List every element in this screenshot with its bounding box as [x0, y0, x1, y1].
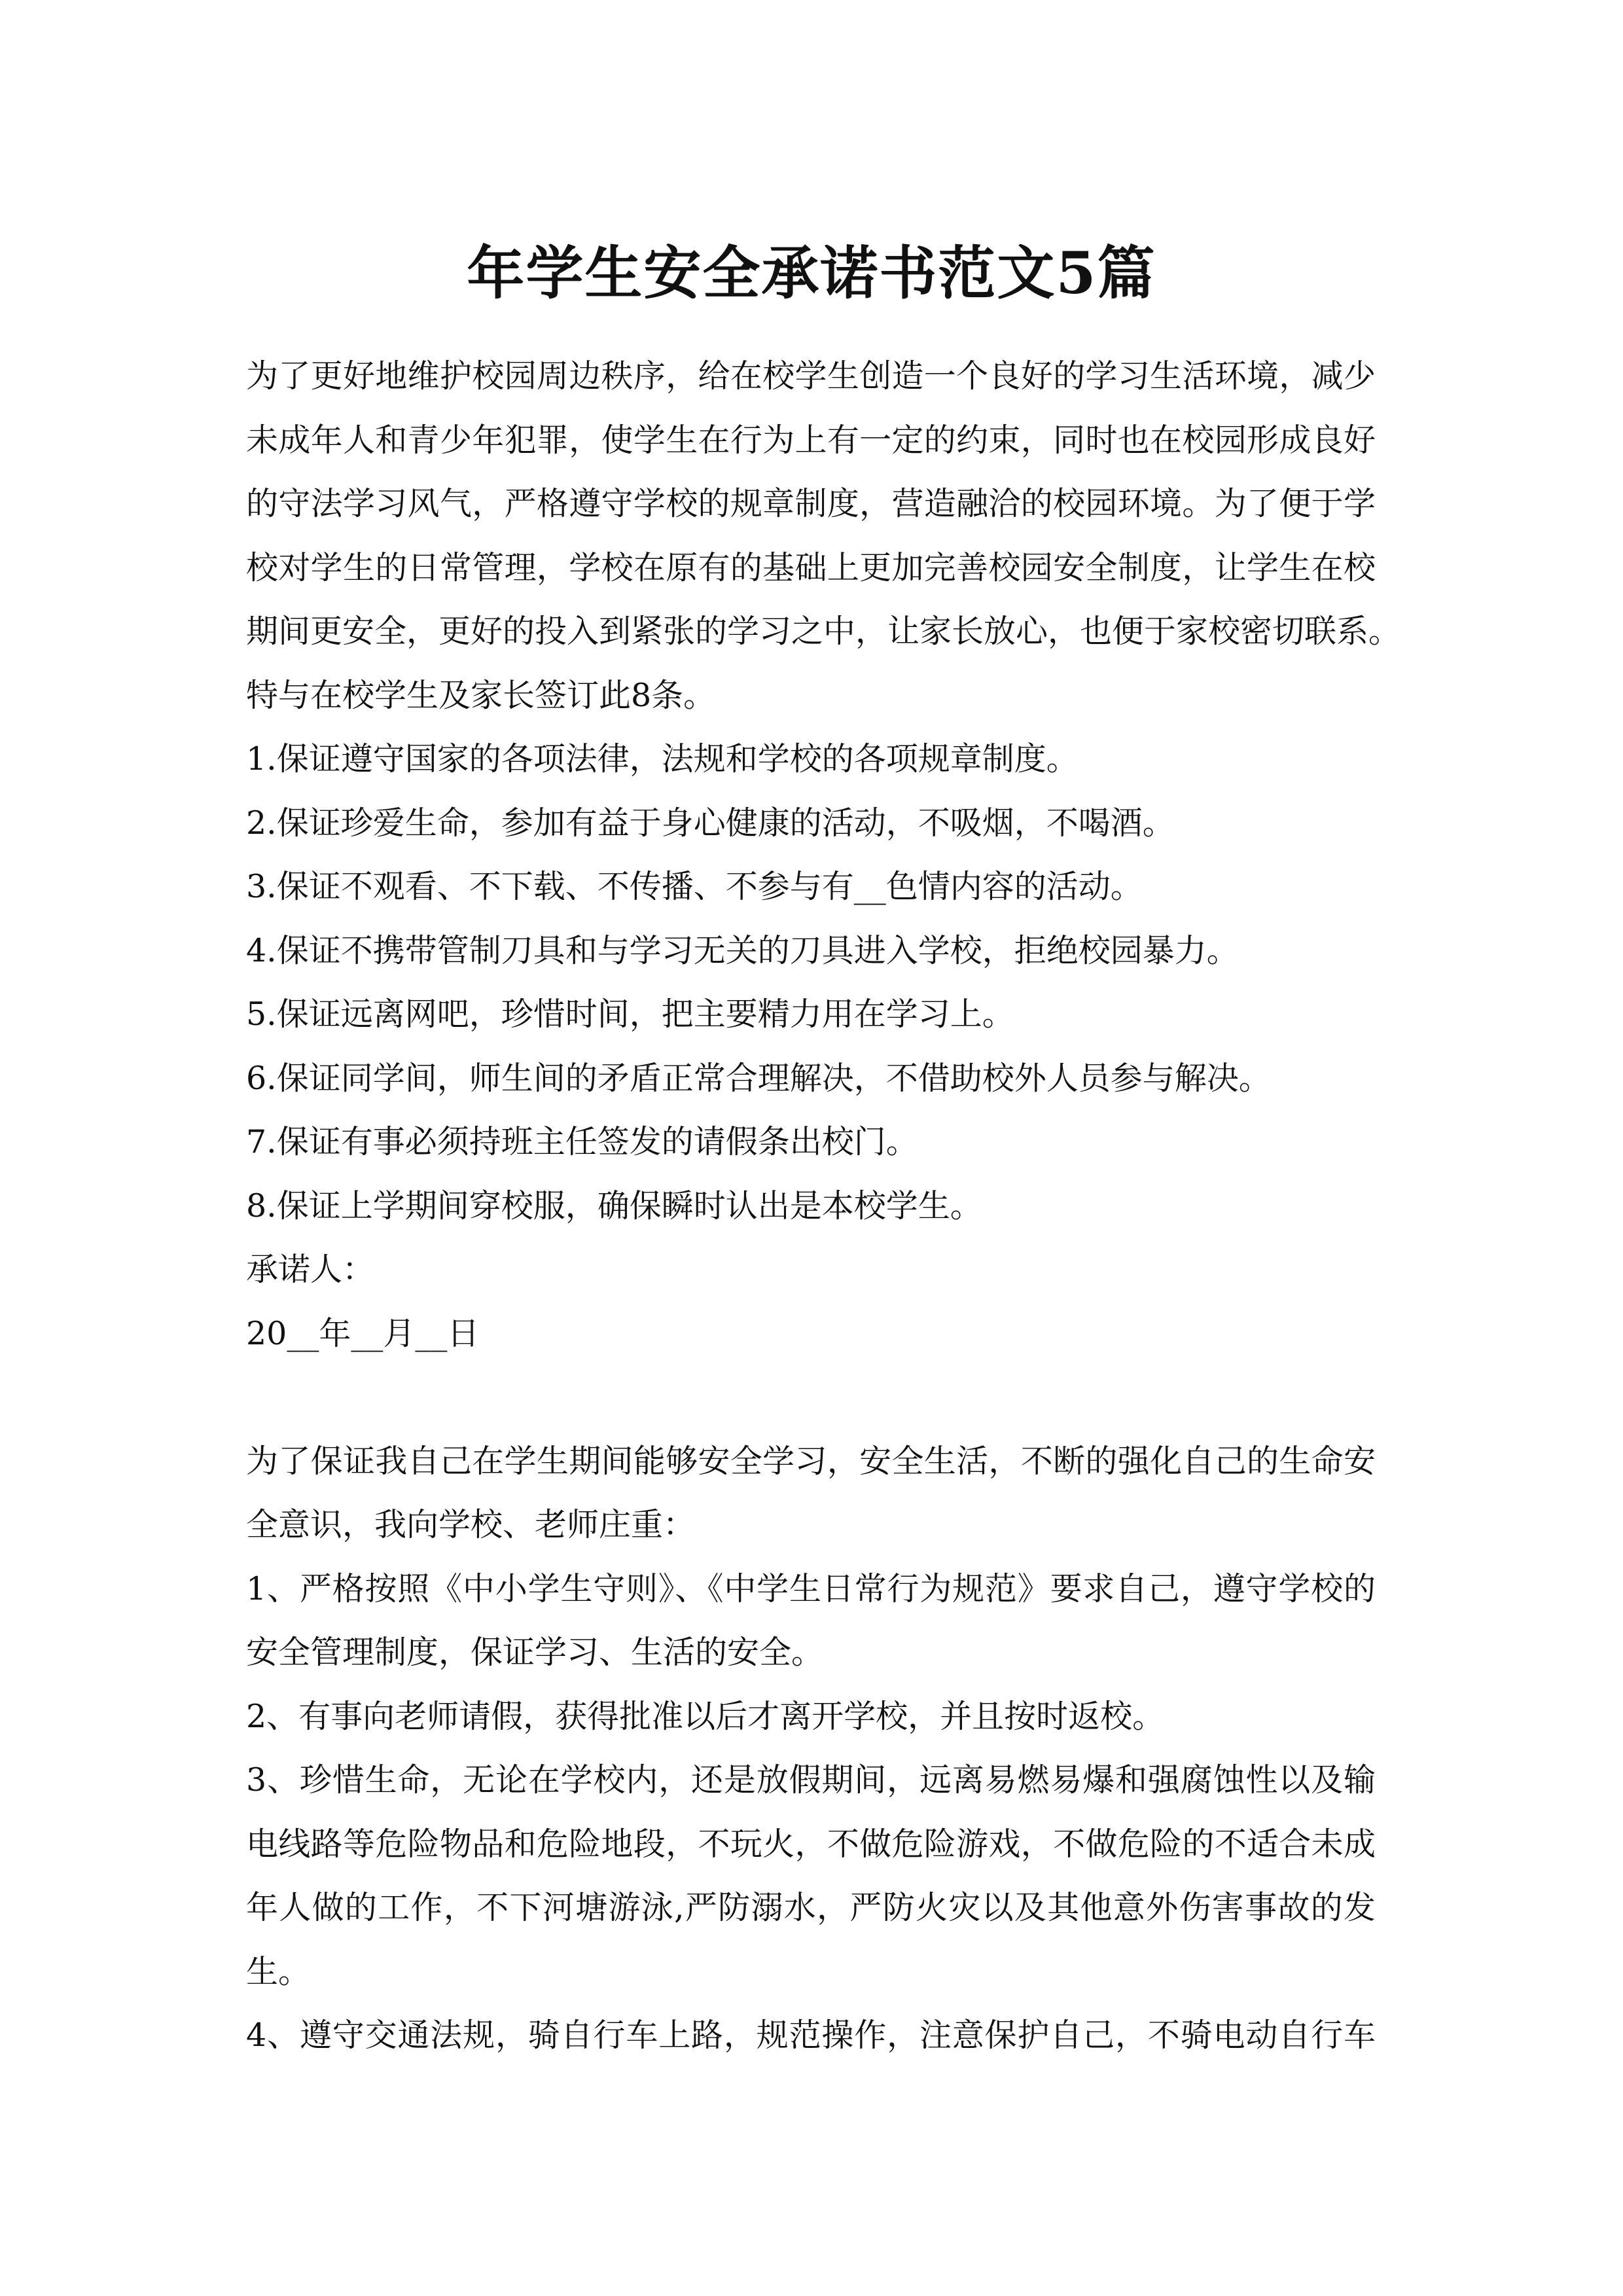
text-line: 7.保证有事必须持班主任签发的请假条出校门。 [246, 1123, 918, 1160]
text-line: 期间更安全，更好的投入到紧张的学习之中，让家长放心，也便于家校密切联系。 [246, 613, 1401, 650]
text-line: 未成年人和青少年犯罪，使学生在行为上有一定的约束，同时也在校园形成良好 [246, 421, 1376, 459]
text-line: 为了更好地维护校园周边秩序，给在校学生创造一个良好的学习生活环境，减少 [246, 357, 1376, 395]
text-line: 特与在校学生及家长签订此8条。 [246, 676, 716, 714]
text-line: 校对学生的日常管理，学校在原有的基础上更加完善校园安全制度，让学生在校 [246, 548, 1376, 586]
text-line: 20__年__月__日 [246, 1314, 480, 1352]
text-line: 8.保证上学期间穿校服，确保瞬时认出是本校学生。 [246, 1187, 982, 1225]
text-line: 2、有事向老师请假，获得批准以后才离开学校，并且按时返校。 [246, 1697, 1165, 1735]
text-line: 的守法学习风气，严格遵守学校的规章制度，营造融洽的校园环境。为了便于学 [246, 485, 1376, 522]
text-line: 生。 [246, 1952, 311, 1990]
text-line: 4.保证不携带管制刀具和与学习无关的刀具进入学校，拒绝校园暴力。 [246, 931, 1239, 969]
text-line: 5.保证远离网吧，珍惜时间，把主要精力用在学习上。 [246, 996, 1014, 1033]
text-line: 4、遵守交通法规，骑自行车上路，规范操作，注意保护自己，不骑电动自行车 [246, 2017, 1376, 2054]
document-title: 年学生安全承诺书范文5篇 [467, 238, 1156, 307]
text-line: 年人做的工作，不下河塘游泳,严防溺水，严防火灾以及其他意外伤害事故的发 [246, 1889, 1376, 1926]
text-line: 3、珍惜生命，无论在学校内，还是放假期间，远离易燃易爆和强腐蚀性以及输 [246, 1761, 1376, 1799]
text-line: 1、严格按照《中小学生守则》、《中学生日常行为规范》要求自己，遵守学校的 [246, 1570, 1376, 1607]
text-line: 3.保证不观看、不下载、不传播、不参与有__色情内容的活动。 [246, 868, 1143, 905]
document-body [246, 344, 1401, 2068]
text-line: 安全管理制度，保证学习、生活的安全。 [246, 1634, 824, 1671]
text-line: 承诺人： [246, 1251, 375, 1288]
text-line: 为了保证我自己在学生期间能够安全学习，安全生活，不断的强化自己的生命安 [246, 1442, 1376, 1480]
text-line: 电线路等危险物品和危险地段，不玩火，不做危险游戏，不做危险的不适合未成 [246, 1825, 1376, 1863]
blank-line [246, 1365, 1376, 1429]
text-line: 1.保证遵守国家的各项法律，法规和学校的各项规章制度。 [246, 740, 1079, 778]
text-line: 全意识，我向学校、老师庄重： [246, 1506, 696, 1543]
text-line: 2.保证珍爱生命，参加有益于身心健康的活动，不吸烟，不喝酒。 [246, 804, 1175, 842]
text-line: 6.保证同学间，师生间的矛盾正常合理解决，不借助校外人员参与解决。 [246, 1059, 1271, 1097]
